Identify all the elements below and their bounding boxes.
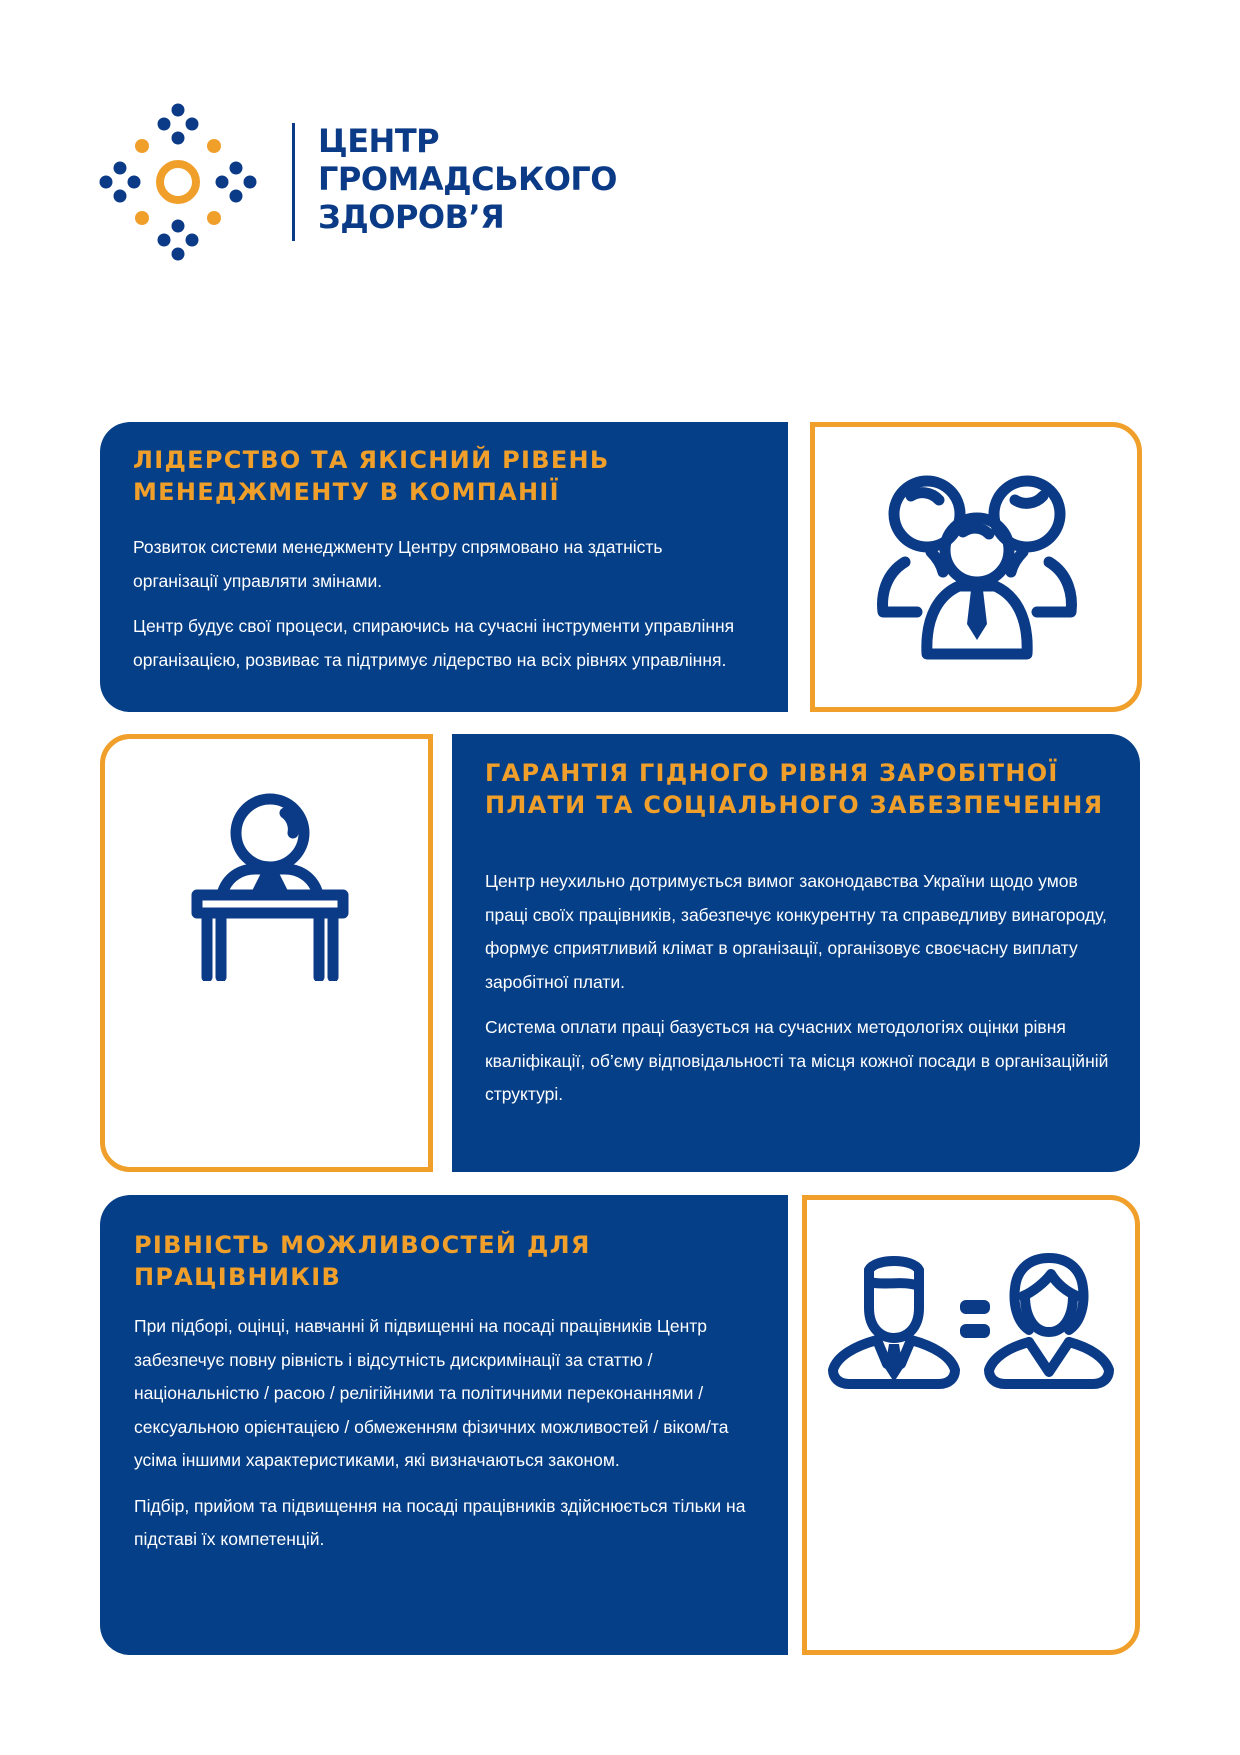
- section-paragraph: Розвиток системи менеджменту Центру спрямовано на здатність організації управляти змінами.: [133, 537, 663, 591]
- section-leadership: [100, 422, 788, 712]
- section-title: ЛІДЕРСТВО ТА ЯКІСНИЙ РІВЕНЬ МЕНЕДЖМЕНТУ В КОМПАНІЇ: [133, 446, 610, 506]
- section-paragraph: Підбір, прийом та підвищення на посаді працівників здійснюється тільки на підставі їх компетенцій.: [134, 1495, 746, 1549]
- logo-line: ЦЕНТР: [318, 122, 440, 160]
- section-paragraph: Система оплати праці базується на сучасних методологіях оцінки рівня кваліфікації, об’єму відповідальності та місця кожної посади в організаційній структурі.: [485, 1017, 1109, 1104]
- logo-line: ГРОМАДСЬКОГО: [318, 160, 617, 198]
- logo-divider: [292, 123, 295, 241]
- section-title: РІВНІСТЬ МОЖЛИВОСТЕЙ ДЛЯ ПРАЦІВНИКІВ: [134, 1231, 591, 1291]
- section-title: ГАРАНТІЯ ГІДНОГО РІВНЯ ЗАРОБІТНОЇ ПЛАТИ ТА СОЦІАЛЬНОГО ЗАБЕЗПЕЧЕННЯ: [485, 759, 1104, 819]
- section-wages: [452, 734, 1140, 1172]
- logo-icon: [98, 102, 258, 262]
- person-at-desk-icon: [185, 791, 355, 981]
- team-icon: [875, 474, 1080, 664]
- equality-icon-frame: [802, 1195, 1140, 1655]
- section-paragraph: Центр неухильно дотримується вимог законодавства України щодо умов праці своїх працівників, забезпечує конкурентну та справедливу винагороду, формує сприятливий клімат в організації, організовує своєчасну виплату заробітної плати.: [485, 871, 1107, 992]
- wage-icon-frame: [100, 734, 433, 1172]
- logo-line: ЗДОРОВ’Я: [318, 198, 505, 236]
- section-paragraph: При підборі, оцінці, навчанні й підвищенні на посаді працівників Центр забезпечує повну рівність і відсутність дискримінації за статтю / національністю / расою / релігійними та політичними переконаннями / сексуальною орієнтацією / обмеженням фізичних можливостей / віком/та усіма іншими характеристиками, які визначаються законом.: [134, 1316, 729, 1470]
- leadership-icon-frame: [810, 422, 1142, 712]
- section-equal-opportunities: [100, 1195, 788, 1655]
- logo-text: [318, 122, 617, 236]
- gender-equality-icon: [827, 1252, 1119, 1392]
- section-paragraph: Центр будує свої процеси, спираючись на сучасні інструменти управління організацією, розвиває та підтримує лідерство на всіх рівнях управління.: [133, 616, 735, 670]
